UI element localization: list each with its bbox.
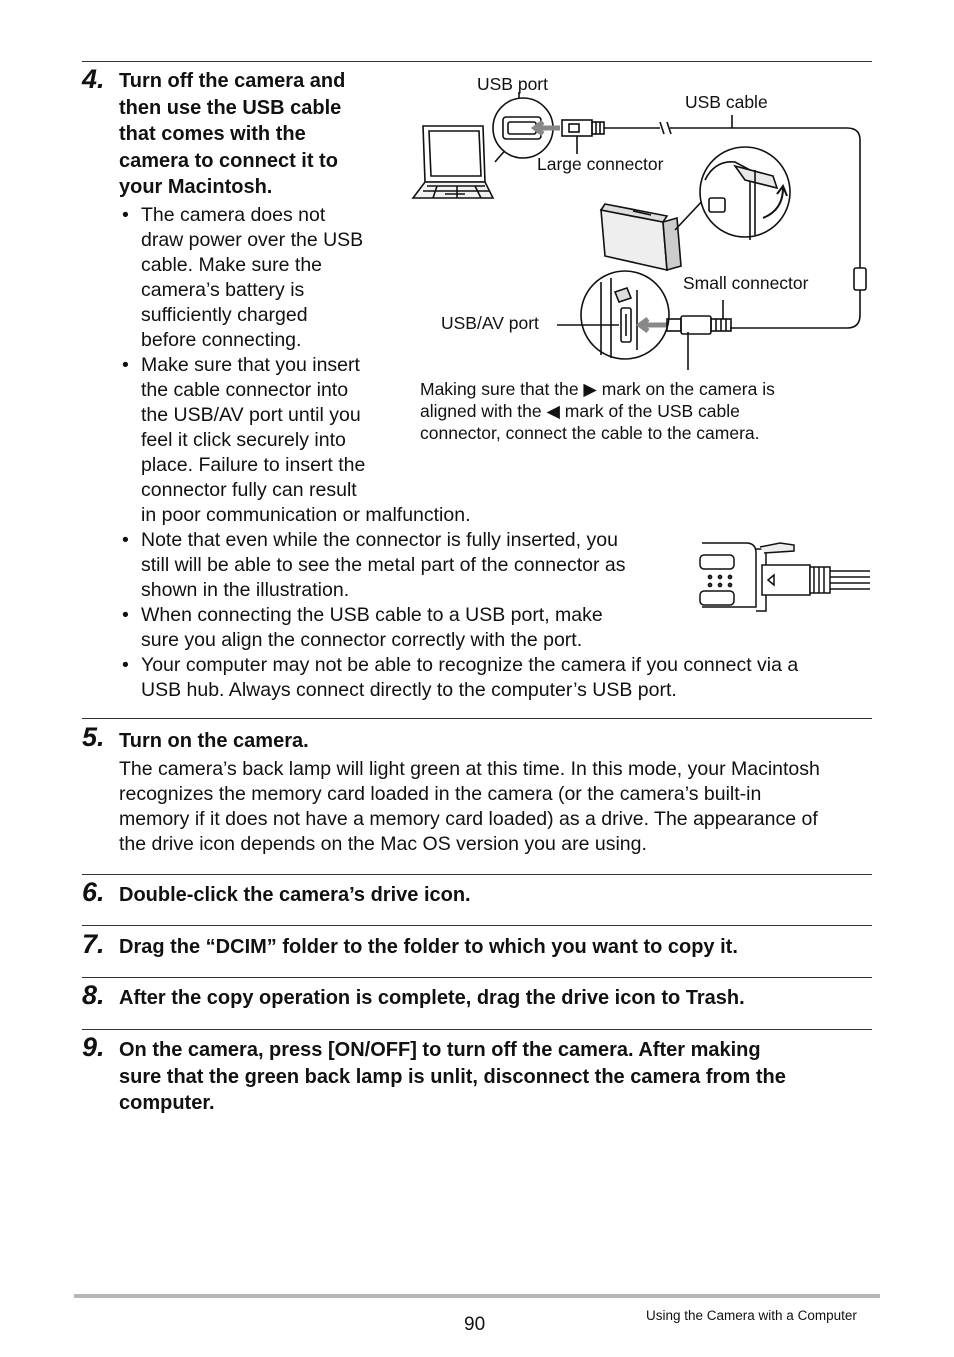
laptop-icon [413,126,493,198]
label-usb-port: USB port [477,74,548,94]
bullet-text-3: Note that even while the connector is fully inserted, you still will be able to see the metal part of the connector as shown in the illustration. [141,529,626,601]
step-5-number: 5. [82,722,105,752]
label-usb-av-port: USB/AV port [441,313,539,333]
bullet-marker: • [122,204,129,226]
inserted-connector-illustration [694,535,874,615]
step-5-body: The camera’s back lamp will light green at this time. In this mode, your Macintosh recognizes the memory card loaded in the camera (or the camera’s built-in memory if it does not have a memory card loaded) as a drive. The appearance of the drive icon depends on the Mac OS version you are using. [119,758,820,855]
cable-ferrite-core [854,268,866,290]
step-8-rule [82,977,872,978]
step-9-number: 9. [82,1032,105,1062]
footer-section-title: Using the Camera with a Computer [646,1308,857,1323]
label-usb-cable: USB cable [685,92,768,112]
step-7-number: 7. [82,929,105,959]
step-9-rule [82,1029,872,1030]
bullet-marker: • [122,604,129,626]
step-8-number: 8. [82,980,105,1010]
small-connector-plug [667,316,731,334]
bullet-text-5: Your computer may not be able to recognize the camera if you connect via a USB hub. Always connect directly to the computer’s USB port. [141,654,799,701]
step-5-title: Turn on the camera. [119,730,309,752]
top-rule [82,61,872,62]
footer-rule [74,1294,880,1298]
step-6-number: 6. [82,877,105,907]
bullet-text-4: When connecting the USB cable to a USB port, make sure you align the connector correctly with the port. [141,604,603,651]
step-7-title: Drag the “DCIM” folder to the folder to which you want to copy it. [119,936,738,958]
port-cover-magnifier [700,147,790,240]
bullet-text-1: The camera does not draw power over the USB cable. Make sure the camera’s battery is sufficiently charged before connecting. [141,204,364,351]
step-9-title: On the camera, press [ON/OFF] to turn off the camera. After making sure that the green back lamp is unlit, disconnect the camera from the computer. [119,1039,786,1114]
step-5-rule [82,718,872,719]
usb-av-port-magnifier [581,271,669,359]
bullet-marker: • [122,354,129,376]
step-4-number: 4. [82,64,105,94]
step-4-title: Turn off the camera and then use the USB cable that comes with the camera to connect it to your Macintosh. [119,70,346,198]
step-8-title: After the copy operation is complete, drag the drive icon to Trash. [119,987,745,1009]
label-large-connector: Large connector [537,154,664,174]
step-6-title: Double-click the camera’s drive icon. [119,884,471,906]
label-small-connector: Small connector [683,273,809,293]
page-number: 90 [464,1314,486,1335]
large-connector-plug [562,120,604,136]
step-7-rule [82,925,872,926]
diagram-caption: Making sure that the ▶ mark on the camera is aligned with the ◀ mark of the USB cable connector, connect the cable to the camera. [420,379,775,443]
camera-icon [601,204,681,270]
bullet-text-2: Make sure that you insert the cable connector into the USB/AV port until you feel it click securely into place. Failure to insert the connector fully can result in poor communication or malfunction. [141,354,471,526]
step-6-rule [82,874,872,875]
bullet-marker: • [122,529,129,551]
bullet-marker: • [122,654,129,676]
